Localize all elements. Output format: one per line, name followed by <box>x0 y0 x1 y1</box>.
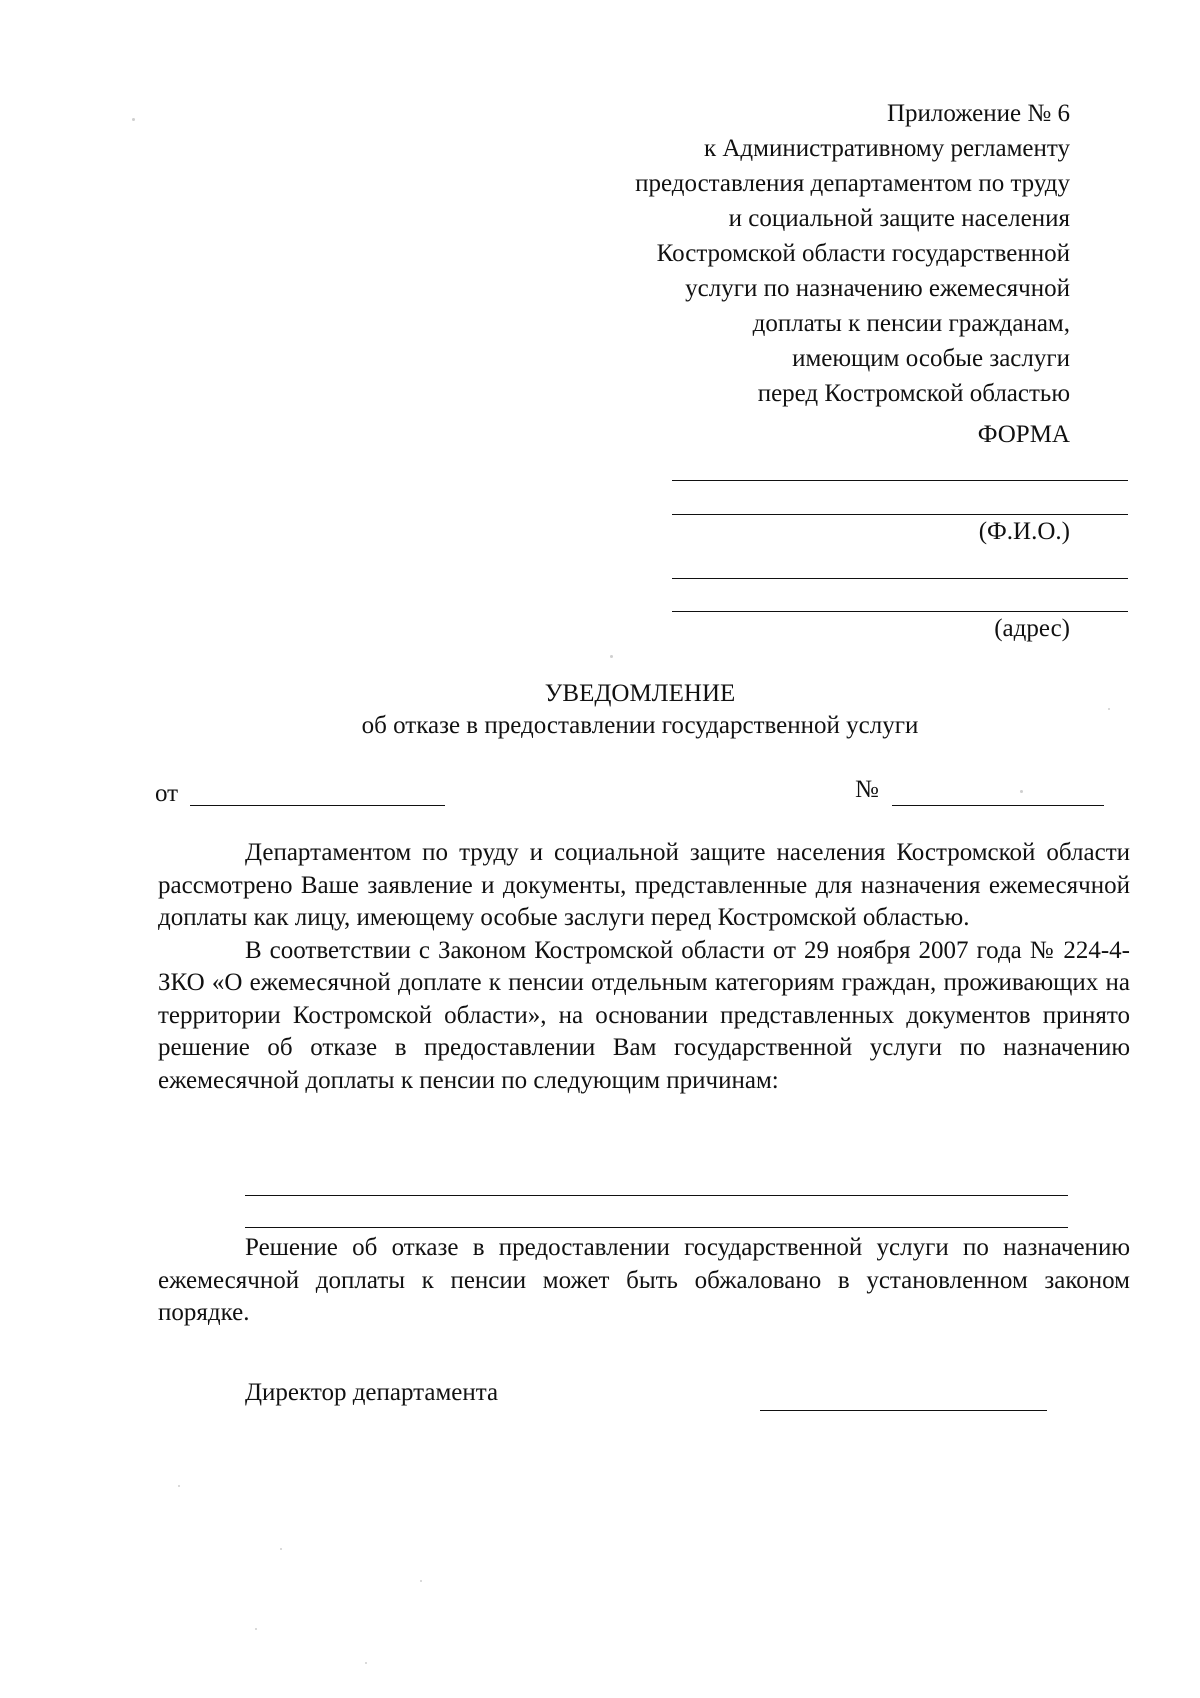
annex-line: Приложение № 6 <box>886 100 1070 127</box>
annex-line: перед Костромской областью <box>757 380 1070 407</box>
director-label: Директор департамента <box>245 1379 499 1406</box>
number-label: № <box>855 776 879 803</box>
scan-speck <box>1020 790 1023 793</box>
annex-header <box>550 96 1070 411</box>
annex-line: предоставления департаментом по труду <box>635 170 1070 197</box>
reasons-line-2[interactable] <box>245 1227 1068 1228</box>
annex-line: доплаты к пенсии гражданам, <box>752 310 1070 337</box>
scan-speck <box>280 1548 282 1550</box>
date-label: от <box>155 780 179 807</box>
body-paragraph-1: Департаментом по труду и социальной защите населения Костромской области рассмотрено Ваше заявление и документы, представленные для назначения ежемесячной доплаты как лицу, имеющему особые заслуги перед Костромской областью. <box>158 839 1130 931</box>
notice-title: УВЕДОМЛЕНИЕ <box>544 680 736 707</box>
fio-line-1[interactable] <box>672 480 1128 481</box>
scan-speck <box>610 655 613 658</box>
annex-line: к Административному регламенту <box>703 135 1070 162</box>
date-line[interactable] <box>190 805 445 806</box>
signature-line[interactable] <box>760 1410 1047 1411</box>
address-line-2[interactable] <box>672 611 1128 612</box>
body-paragraph-2: В соответствии с Законом Костромской области от 29 ноября 2007 года № 224-4-ЗКО «О ежемесячной доплате к пенсии отдельным категориям граждан, проживающих на территории Костромской области», на основании представленных документов принято решение об отказе в предоставлении Вам государственной услуги по назначению ежемесячной доплаты к пенсии по следующим причинам: <box>158 936 1130 1094</box>
form-label: ФОРМА <box>977 421 1070 448</box>
body-paragraph-3: Решение об отказе в предоставлении государственной услуги по назначению ежемесячной доплаты к пенсии может быть обжаловано в установленном законом порядке. <box>158 1234 1130 1326</box>
notice-subtitle: об отказе в предоставлении государственной услуги <box>361 712 919 739</box>
scan-speck <box>132 118 135 121</box>
number-line[interactable] <box>892 805 1104 806</box>
scan-speck <box>255 1628 257 1630</box>
fio-line-2[interactable] <box>672 514 1128 515</box>
annex-line: Костромской области государственной <box>656 240 1070 267</box>
appeal-paragraph-block <box>158 1232 1130 1330</box>
annex-line: имеющим особые заслуги <box>792 345 1070 372</box>
fio-caption: (Ф.И.О.) <box>978 518 1070 545</box>
scan-speck <box>420 1580 422 1582</box>
annex-line: и социальной защите населения <box>728 205 1070 232</box>
reasons-line-1[interactable] <box>245 1195 1068 1196</box>
scan-speck <box>178 1485 180 1487</box>
address-caption: (адрес) <box>994 615 1070 642</box>
scan-speck <box>1108 708 1110 710</box>
address-line-1[interactable] <box>672 578 1128 579</box>
scan-speck <box>365 1662 367 1664</box>
annex-line: услуги по назначению ежемесячной <box>685 275 1070 302</box>
body-paragraphs <box>158 837 1130 1097</box>
